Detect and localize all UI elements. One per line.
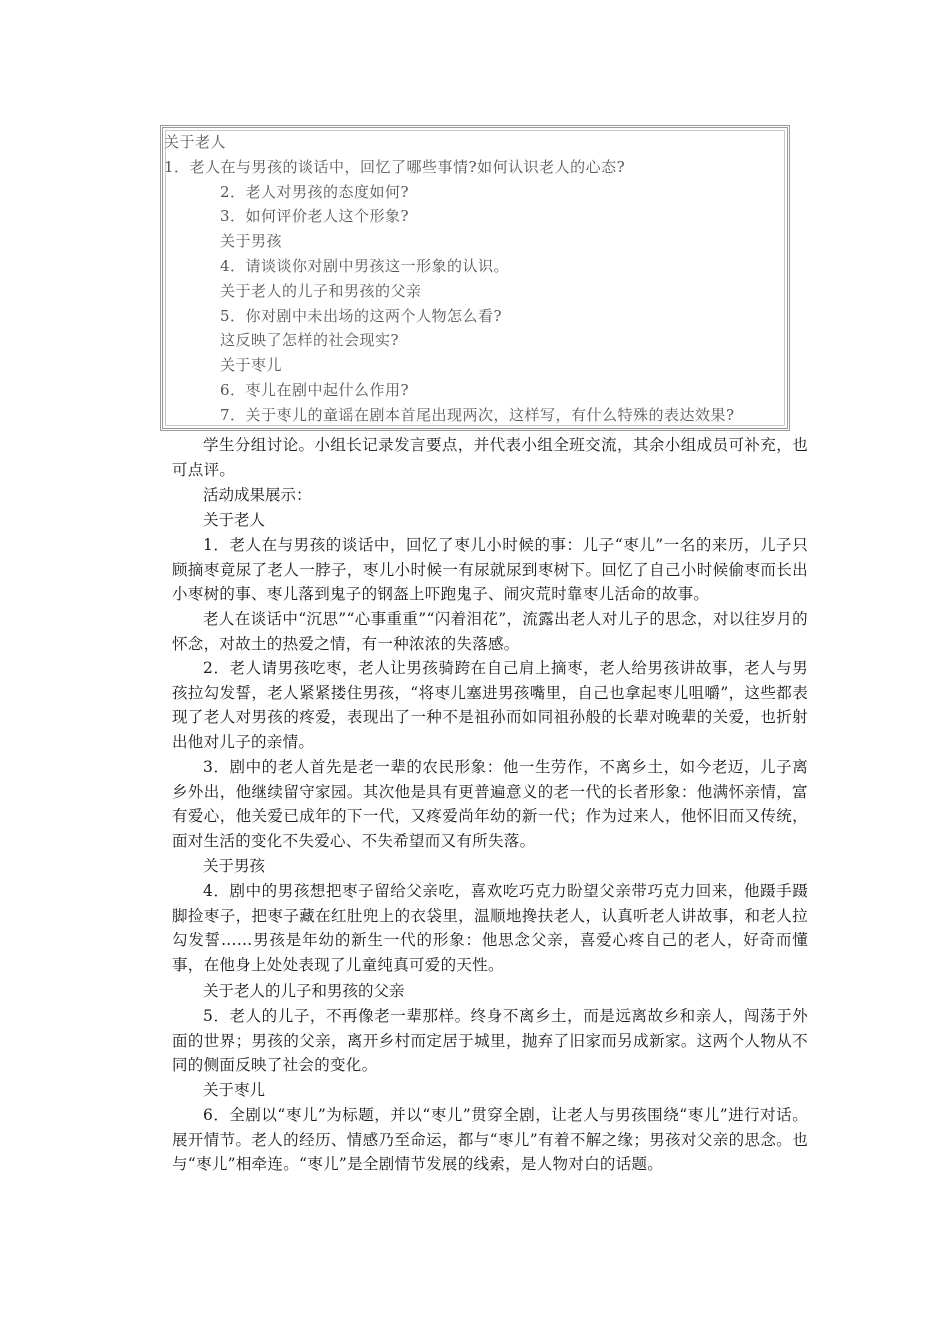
answer-paragraph-1: 1．老人在与男孩的谈话中，回忆了枣儿小时候的事：儿子“枣儿”一名的来历，儿子只顾摘枣竟尿了老人一脖子，枣儿小时候一有尿就尿到枣树下。回忆了自己小时候偷枣而长出小枣树的事、枣儿落到鬼子的钢盔上吓跑鬼子、闹灾荒时靠枣儿活命的故事。 — [172, 536, 808, 603]
answer-paragraph-1b: 老人在谈话中“沉思”“心事重重”“闪着泪花”，流露出老人对儿子的思念，对以往岁月的怀念，对故土的热爱之情，有一种浓浓的失落感。 — [172, 610, 808, 653]
section-heading-oldman: 关于老人 — [203, 511, 266, 529]
box-question-4: 4．请谈谈你对剧中男孩这一形象的认识。 — [220, 257, 510, 275]
box-heading-boy: 关于男孩 — [220, 232, 283, 250]
box-question-1: 1．老人在与男孩的谈话中，回忆了哪些事情?如何认识老人的心态? — [164, 158, 626, 176]
box-question-5-continued: 这反映了怎样的社会现实? — [220, 331, 400, 349]
box-question-5: 5．你对剧中未出场的这两个人物怎么看? — [220, 307, 503, 325]
section-heading-zaoer: 关于枣儿 — [203, 1081, 266, 1099]
answer-paragraph-3: 3．剧中的老人首先是老一辈的农民形象：他一生劳作，不离乡土，如今老迈，儿子离乡外出，他继续留守家园。其次他是具有更普遍意义的老一代的长者形象：他满怀亲情，富有爱心，他关爱已成年的下一代，又疼爱尚年幼的新一代；作为过来人，他怀旧而又传统，面对生活的变化不失爱心、不失希望而又有所失落。 — [172, 758, 808, 850]
box-heading-zaoer: 关于枣儿 — [220, 356, 283, 374]
answer-paragraph-2: 2．老人请男孩吃枣，老人让男孩骑跨在自己肩上摘枣，老人给男孩讲故事，老人与男孩拉勾发誓，老人紧紧搂住男孩，“将枣儿塞进男孩嘴里，自己也拿起枣儿咀嚼”，这些都表现了老人对男孩的疼爱，表现出了一种不是祖孙而如同祖孙般的长辈对晚辈的关爱，也折射出他对儿子的亲情。 — [172, 659, 808, 751]
answer-paragraph-4: 4．剧中的男孩想把枣子留给父亲吃，喜欢吃巧克力盼望父亲带巧克力回来，他蹑手蹑脚捡枣子，把枣子藏在红肚兜上的衣袋里，温顺地搀扶老人，认真听老人讲故事，和老人拉勾发誓……男孩是年幼的新生一代的形象：他思念父亲，喜爱心疼自己的老人，好奇而懂事，在他身上处处表现了儿童纯真可爱的天性。 — [172, 882, 808, 974]
box-question-2: 2．老人对男孩的态度如何? — [220, 183, 410, 201]
box-question-3: 3．如何评价老人这个形象? — [220, 207, 410, 225]
box-question-6: 6．枣儿在剧中起什么作用? — [220, 381, 410, 399]
discussion-paragraph: 学生分组讨论。小组长记录发言要点，并代表小组全班交流，其余小组成员可补充，也可点评。 — [172, 436, 808, 479]
results-heading: 活动成果展示： — [203, 486, 312, 504]
answer-paragraph-6: 6．全剧以“枣儿”为标题，并以“枣儿”贯穿全剧，让老人与男孩围绕“枣儿”进行对话。展开情节。老人的经历、情感乃至命运，都与“枣儿”有着不解之缘；男孩对父亲的思念。也与“枣儿”相牵连。“枣儿”是全剧情节发展的线索，是人物对白的话题。 — [172, 1106, 808, 1173]
box-title: 关于老人 — [164, 133, 227, 151]
section-heading-son-father: 关于老人的儿子和男孩的父亲 — [203, 982, 405, 1000]
box-heading-son-father: 关于老人的儿子和男孩的父亲 — [220, 282, 422, 300]
box-question-7: 7．关于枣儿的童谣在剧本首尾出现两次，这样写，有什么特殊的表达效果? — [220, 406, 735, 424]
answer-paragraph-5: 5．老人的儿子，不再像老一辈那样。终身不离乡土，而是远离故乡和亲人，闯荡于外面的世界；男孩的父亲，离开乡村而定居于城里，抛弃了旧家而另成新家。这两个人物从不同的侧面反映了社会的变化。 — [172, 1007, 808, 1074]
section-heading-boy: 关于男孩 — [203, 857, 266, 875]
